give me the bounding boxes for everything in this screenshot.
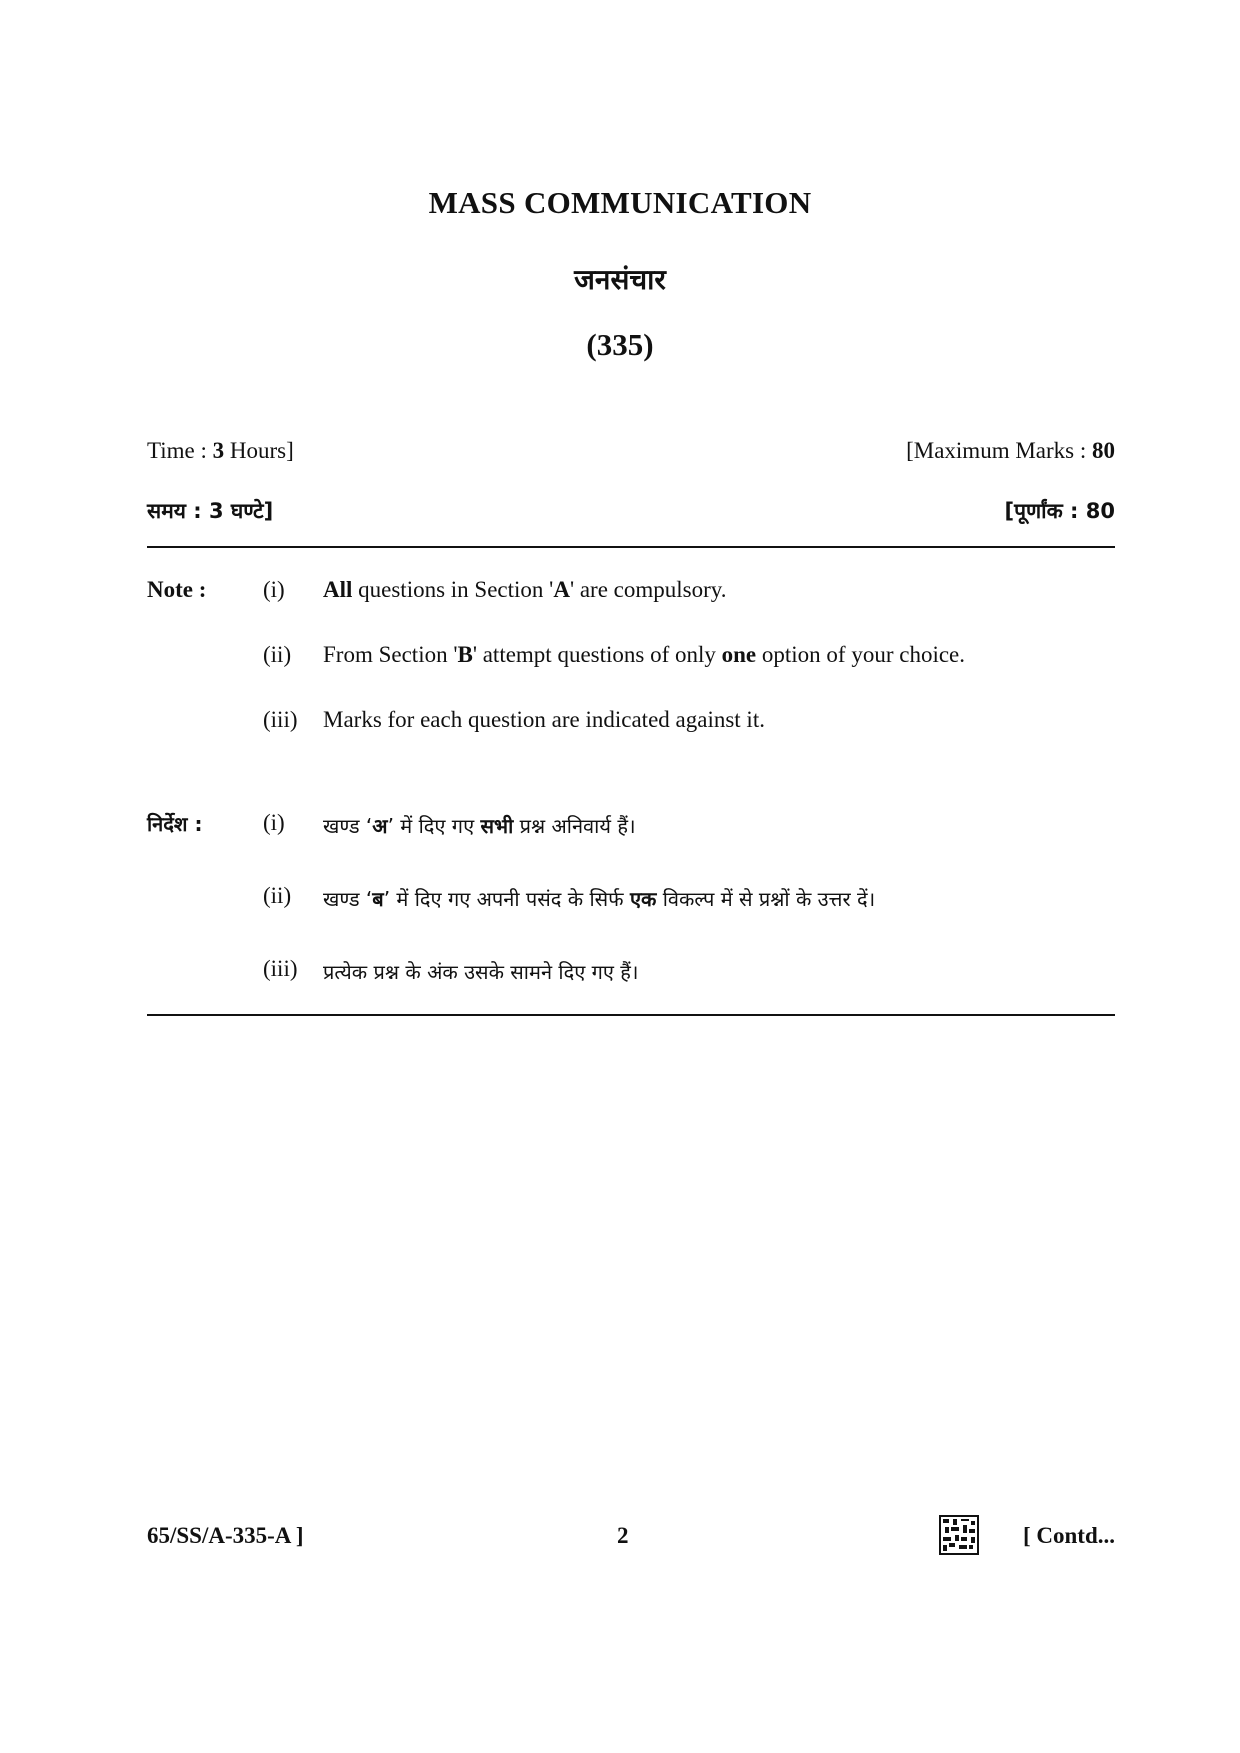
- continued-marker: [ Contd...: [1022, 1523, 1115, 1548]
- note-label-hindi: निर्देश :: [147, 812, 203, 836]
- time-duration-hindi: समय : 3 घण्टे]: [147, 499, 274, 523]
- note-item-text: Marks for each question are indicated against it.: [323, 707, 765, 732]
- maximum-marks-hindi: [पूर्णांक : 80: [1004, 499, 1115, 523]
- note-item-number: (ii): [263, 642, 292, 667]
- top-divider: [147, 546, 1115, 548]
- note-label: Note :: [147, 577, 207, 602]
- qr-code-icon: [939, 1515, 979, 1555]
- note-item-number: (iii): [263, 707, 298, 732]
- note-hindi-item-number: (i): [263, 810, 285, 835]
- note-item-text: From Section 'B' attempt questions of only one option of your choice.: [323, 642, 966, 667]
- subject-code: (335): [586, 327, 654, 362]
- paper-title-hindi: जनसंचार: [574, 263, 666, 296]
- bottom-divider: [147, 1014, 1115, 1016]
- page-number: 2: [617, 1523, 629, 1548]
- note-item-text: All questions in Section 'A' are compulsory.: [323, 577, 727, 602]
- paper-title: MASS COMMUNICATION: [428, 185, 812, 220]
- note-hindi-item-number: (iii): [263, 956, 298, 981]
- note-hindi-item-text: प्रत्येक प्रश्न के अंक उसके सामने दिए गए हैं।: [323, 960, 639, 984]
- time-duration: Time : 3 Hours]: [147, 438, 294, 463]
- note-item-number: (i): [263, 577, 285, 602]
- note-hindi-item-text: खण्ड ‘अ’ में दिए गए सभी प्रश्न अनिवार्य हैं।: [323, 814, 636, 838]
- paper-code: 65/SS/A-335-A ]: [147, 1523, 304, 1548]
- maximum-marks: [Maximum Marks : 80: [906, 438, 1115, 463]
- note-hindi-item-number: (ii): [263, 883, 292, 908]
- note-hindi-item-text: खण्ड ‘ब’ में दिए गए अपनी पसंद के सिर्फ एक विकल्प में से प्रश्नों के उत्तर दें।: [323, 887, 876, 911]
